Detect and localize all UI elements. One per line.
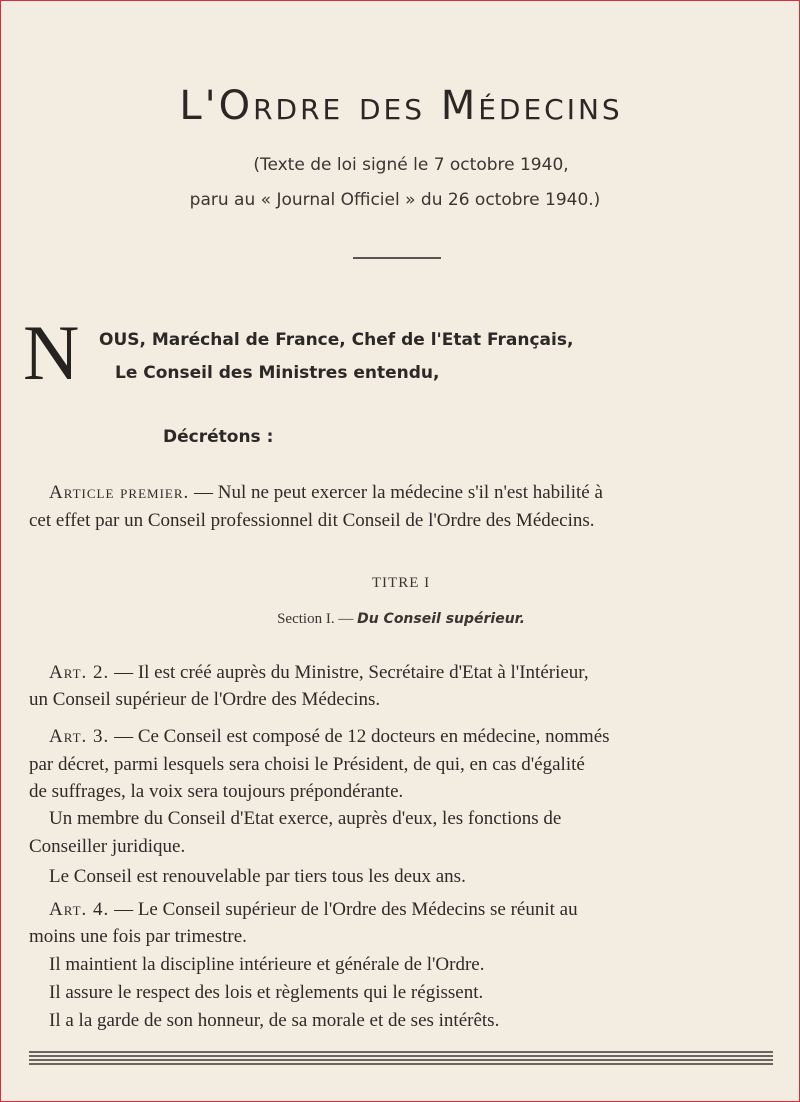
footer-rule <box>29 1051 773 1053</box>
decretons-heading: Décrétons : <box>163 427 274 447</box>
subtitle-line-1: (Texte de loi signé le 7 octobre 1940, <box>253 155 569 175</box>
document-title: L'Ordre des Médecins <box>179 83 623 129</box>
preamble-dropcap: N <box>23 309 80 396</box>
art-4-line-2: moins une fois par trimestre. <box>29 926 247 947</box>
art-2-line-2: un Conseil supérieur de l'Ordre des Médecins. <box>29 689 381 710</box>
preamble-line-1: OUS, Maréchal de France, Chef de l'Etat Français, <box>99 330 574 350</box>
art-3-line-2: par décret, parmi lesquels sera choisi le Président, de qui, en cas d'égalité <box>29 754 585 775</box>
art-3-text: — Ce Conseil est composé de 12 docteurs en médecine, nommés <box>109 726 610 747</box>
footer-rule <box>29 1059 773 1061</box>
art-4-line-5: Il a la garde de son honneur, de sa morale et de ses intérêts. <box>49 1010 500 1031</box>
art-2-line-1 <box>49 662 589 684</box>
art-4-label: Art. 4. <box>49 899 110 920</box>
title-divider <box>353 257 441 259</box>
art-3-line-6: Le Conseil est renouvelable par tiers tous les deux ans. <box>49 866 466 887</box>
preamble-line-2: Le Conseil des Ministres entendu, <box>115 363 440 383</box>
art-2-label: Art. 2. <box>49 662 110 683</box>
section-name: Du Conseil supérieur. <box>357 611 525 627</box>
art-3-label: Art. 3. <box>49 726 110 747</box>
art-3-line-4: Un membre du Conseil d'Etat exerce, auprès d'eux, les fonctions de <box>49 808 562 829</box>
article-1-line-2: cet effet par un Conseil professionnel dit Conseil de l'Ordre des Médecins. <box>29 510 595 531</box>
art-3-line-3: de suffrages, la voix sera toujours prépondérante. <box>29 781 404 802</box>
article-1-line-1 <box>49 482 603 504</box>
section-prefix: Section I. — <box>277 611 358 627</box>
art-3-line-1 <box>49 726 610 748</box>
article-1-text: — Nul ne peut exercer la médecine s'il n'est habilité à <box>189 482 603 503</box>
article-1-label: Article premier. <box>49 482 190 503</box>
art-3-line-5: Conseiller juridique. <box>29 836 186 857</box>
art-4-text: — Le Conseil supérieur de l'Ordre des Médecins se réunit au <box>109 899 578 920</box>
footer-rules <box>29 1051 773 1067</box>
section-heading <box>1 611 800 628</box>
art-4-line-3: Il maintient la discipline intérieure et générale de l'Ordre. <box>49 954 485 975</box>
art-4-line-1 <box>49 899 578 921</box>
art-2-text: — Il est créé auprès du Ministre, Secrétaire d'Etat à l'Intérieur, <box>109 662 589 683</box>
footer-rule <box>29 1063 773 1065</box>
titre-heading: TITRE I <box>371 575 431 591</box>
art-4-line-4: Il assure le respect des lois et règlements qui le régissent. <box>49 982 484 1003</box>
subtitle-line-2: paru au « Journal Officiel » du 26 octobre 1940.) <box>189 190 601 210</box>
footer-rule <box>29 1055 773 1057</box>
